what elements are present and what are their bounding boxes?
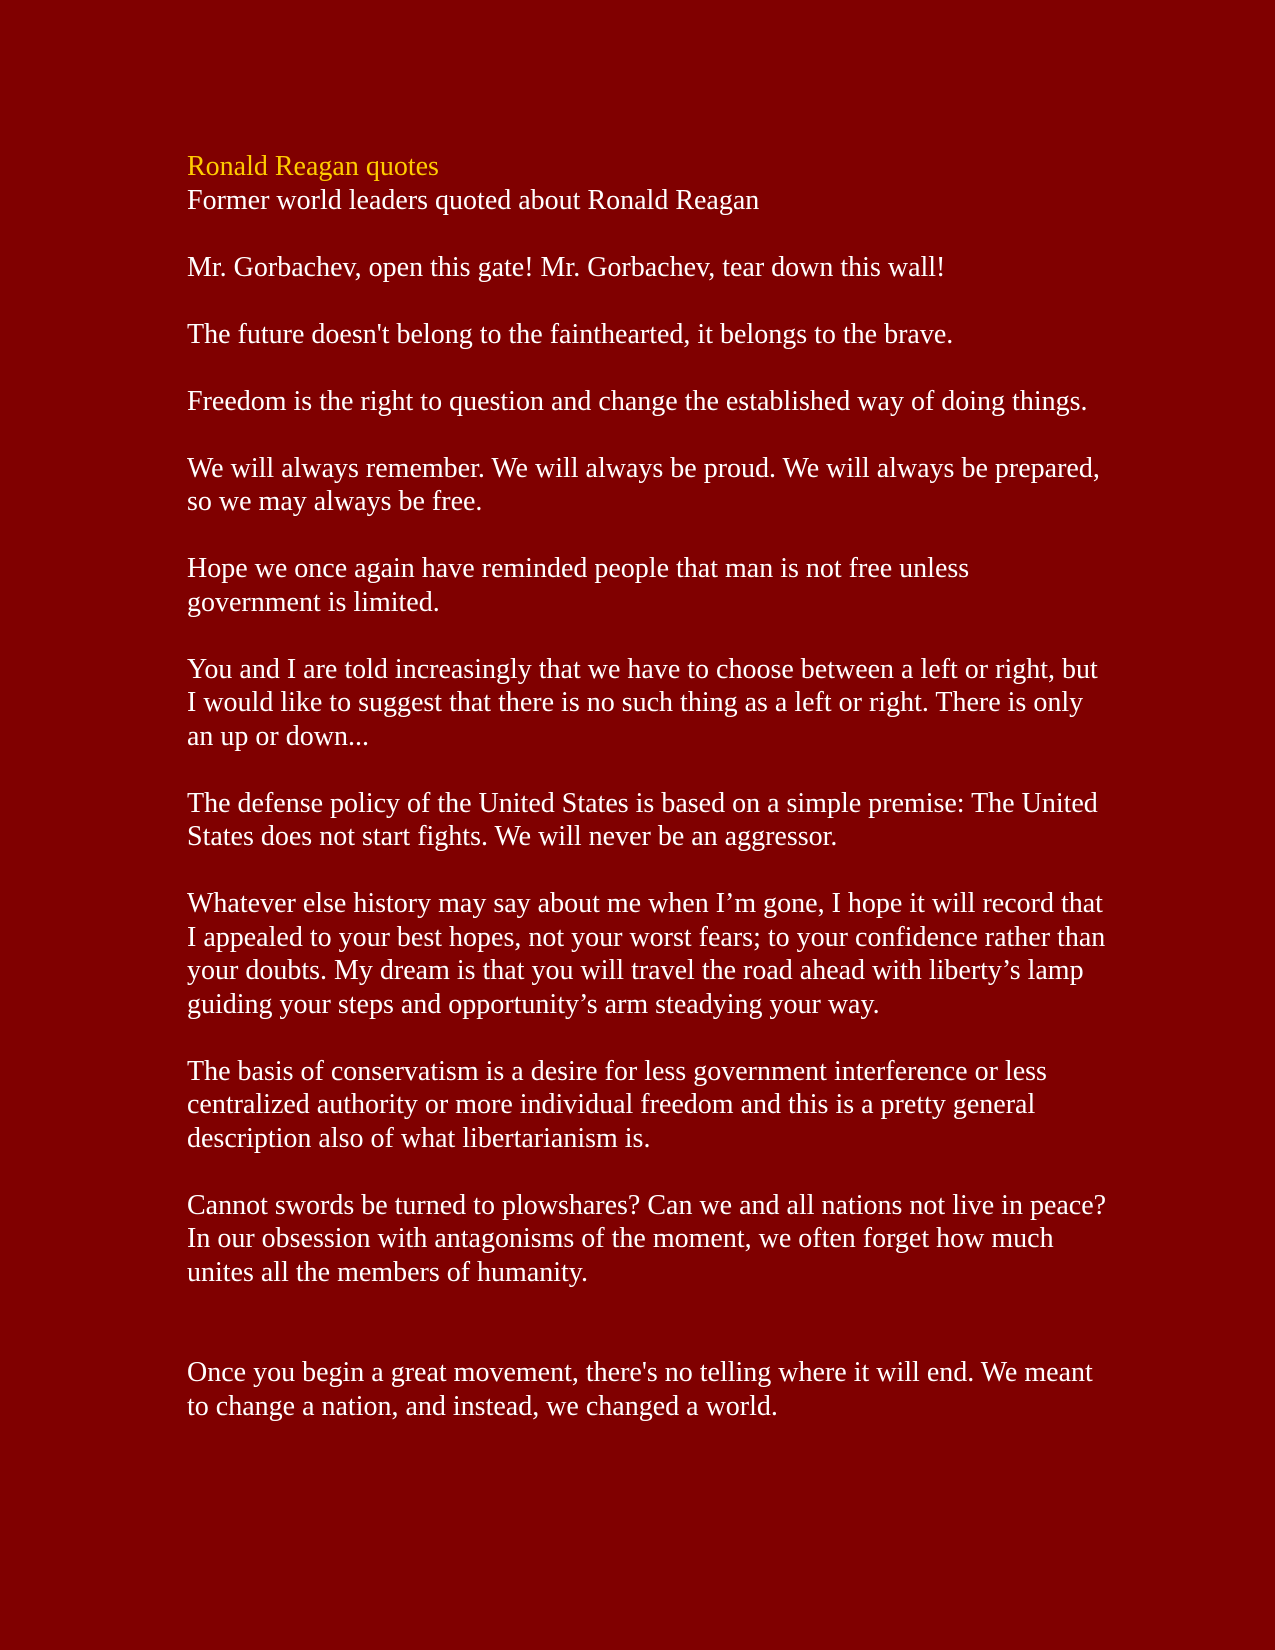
quote-paragraph: You and I are told increasingly that we have to choose between a left or right, but I would like to suggest that there is no such thing as a left or right. There is only an up or down... (187, 653, 1098, 752)
quote-paragraph: The basis of conservatism is a desire for less government interference or less centralized authority or more individual freedom and this is a pretty general description also of what libertarianism is. (187, 1055, 1047, 1154)
quote-paragraph: The future doesn't belong to the fainthearted, it belongs to the brave. (187, 318, 954, 350)
page-subtitle: Former world leaders quoted about Ronald Reagan (187, 184, 760, 216)
quote-paragraph: The defense policy of the United States is based on a simple premise: The United States does not start fights. We will never be an aggressor. (187, 787, 1098, 852)
quote-paragraph: Whatever else history may say about me when I’m gone, I hope it will record that I appealed to your best hopes, not your worst fears; to your confidence rather than your doubts. My dream is that you will travel the road ahead with liberty’s lamp guiding your steps and opportunity’s arm steadying your way. (187, 888, 1106, 1020)
page-title: Ronald Reagan quotes (187, 151, 439, 182)
quote-paragraph: We will always remember. We will always be proud. We will always be prepared, so we may always be free. (187, 452, 1100, 517)
quote-paragraph: Mr. Gorbachev, open this gate! Mr. Gorbachev, tear down this wall! (187, 251, 946, 283)
quote-paragraph: Cannot swords be turned to plowshares? Can we and all nations not live in peace? In our obsession with antagonisms of the moment, we often forget how much unites all the members of humanity. (187, 1189, 1107, 1288)
document-page (187, 150, 1107, 1423)
quote-paragraph: Hope we once again have reminded people that man is not free unless government is limited. (187, 553, 970, 618)
quote-paragraph: Freedom is the right to question and change the established way of doing things. (187, 385, 1088, 417)
quote-paragraph: Once you begin a great movement, there's no telling where it will end. We meant to change a nation, and instead, we changed a world. (187, 1357, 1093, 1422)
